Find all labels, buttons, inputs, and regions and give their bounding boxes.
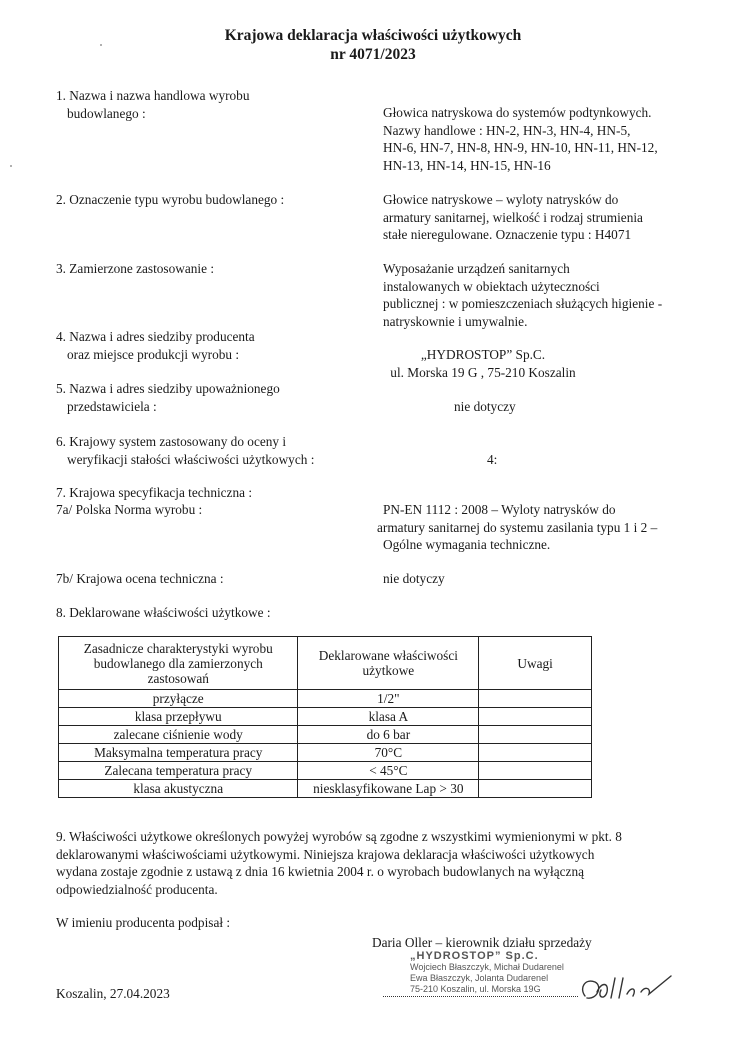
row-note [479, 780, 592, 798]
row-note [479, 708, 592, 726]
table-row [59, 762, 592, 780]
header-declared-properties: Deklarowane właściwości użytkowe [298, 637, 479, 690]
section-5-value: nie dotyczy [454, 399, 516, 414]
section-7a-value: PN-EN 1112 : 2008 – Wyloty natrysków do armatury sanitarnej do systemu zasilania typu 1 i 2 – Ogólne wymagania techniczne. [377, 502, 658, 552]
section-6-value: 4: [487, 452, 498, 467]
signed-on-behalf: W imieniu producenta podpisał : [56, 915, 231, 930]
row-characteristic: klasa akustyczna [59, 780, 298, 798]
row-characteristic: Maksymalna temperatura pracy [59, 744, 298, 762]
row-value: 70°C [298, 744, 479, 762]
table-row [59, 780, 592, 798]
document-number: nr 4071/2023 [330, 46, 416, 63]
row-note [479, 726, 592, 744]
row-characteristic: klasa przepływu [59, 708, 298, 726]
row-characteristic: przyłącze [59, 690, 298, 708]
table-row [59, 690, 592, 708]
manufacturer-address: ul. Morska 19 G , 75-210 Koszalin [390, 364, 576, 380]
section-6-label: 6. Krajowy system zastosowany do oceny i weryfikacji stałości właściwości użytkowych : [56, 434, 315, 467]
row-characteristic: zalecane ciśnienie wody [59, 726, 298, 744]
header-notes: Uwagi [479, 637, 592, 690]
signature-line [383, 996, 578, 997]
section-7-label: 7. Krajowa specyfikacja techniczna : [56, 485, 253, 500]
section-4-value [383, 346, 583, 381]
section-1-label: 1. Nazwa i nazwa handlowa wyrobu budowlanego : [56, 88, 250, 121]
row-note [479, 762, 592, 780]
table-header-row [59, 637, 592, 690]
document-title: Krajowa deklaracja właściwości użytkowych [224, 27, 522, 44]
row-note [479, 744, 592, 762]
table-row [59, 726, 592, 744]
row-value: < 45°C [298, 762, 479, 780]
section-3-label: 3. Zamierzone zastosowanie : [56, 261, 215, 276]
section-2-value: Głowice natryskowe – wyloty natrysków do armatury sanitarnej, wielkość i rodzaj strumienia stałe nieregulowane. Oznaczenie typu : H4071 [383, 192, 643, 242]
place-and-date: Koszalin, 27.04.2023 [56, 986, 170, 1001]
section-9-text: 9. Właściwości użytkowe określonych powyżej wyrobów są zgodne z wszystkimi wymienionymi w pkt. 8 deklarowanymi właściwościami użytkowymi. Niniejsza krajowa deklaracja właściwości użytkowych wydana zostaje zgodnie z ustawą z dnia 16 kwietnia 2004 r. o wyrobach budowlanych na wyłączną odpowiedzialność producenta. [56, 829, 622, 897]
scan-speck [100, 44, 102, 46]
signer-name: Daria Oller – kierownik działu sprzedaży [372, 935, 592, 950]
table-row [59, 744, 592, 762]
company-stamp: „HYDROSTOP” Sp.C. Wojciech Błaszczyk, Michał Dudarenel Ewa Błaszczyk, Jolanta Dudarenel 75-210 Koszalin, ul. Morska 19G [410, 950, 564, 994]
row-value: 1/2" [298, 690, 479, 708]
section-3-value: Wyposażanie urządzeń sanitarnych instalowanych w obiektach użyteczności publicznej : w pomieszczeniach służących higienie - natryskownie i umywalnie. [383, 261, 663, 329]
section-7a-label: 7a/ Polska Norma wyrobu : [56, 502, 203, 517]
properties-table [58, 636, 592, 798]
section-7b-label: 7b/ Krajowa ocena techniczna : [56, 571, 224, 586]
row-note [479, 690, 592, 708]
scan-speck [10, 165, 12, 167]
handwritten-signature-icon [575, 970, 685, 1006]
row-value: do 6 bar [298, 726, 479, 744]
section-2-label: 2. Oznaczenie typu wyrobu budowlanego : [56, 192, 285, 207]
section-7b-value: nie dotyczy [383, 571, 445, 586]
manufacturer-name: „HYDROSTOP” Sp.C. [420, 347, 546, 362]
row-value: klasa A [298, 708, 479, 726]
section-8-label: 8. Deklarowane właściwości użytkowe : [56, 605, 271, 620]
section-5-label: 5. Nazwa i adres siedziby upoważnionego przedstawiciela : [56, 381, 280, 414]
section-4-label: 4. Nazwa i adres siedziby producenta oraz miejsce produkcji wyrobu : [56, 329, 255, 362]
row-value: niesklasyfikowane Lap > 30 [298, 780, 479, 798]
header-characteristics: Zasadnicze charakterystyki wyrobu budowlanego dla zamierzonych zastosowań [59, 637, 298, 690]
table-row [59, 708, 592, 726]
row-characteristic: Zalecana temperatura pracy [59, 762, 298, 780]
section-1-value: Głowica natryskowa do systemów podtynkowych. Nazwy handlowe : HN-2, HN-3, HN-4, HN-5, HN-6, HN-7, HN-8, HN-9, HN-10, HN-11, HN-12, HN-13, HN-14, HN-15, HN-16 [383, 105, 658, 173]
